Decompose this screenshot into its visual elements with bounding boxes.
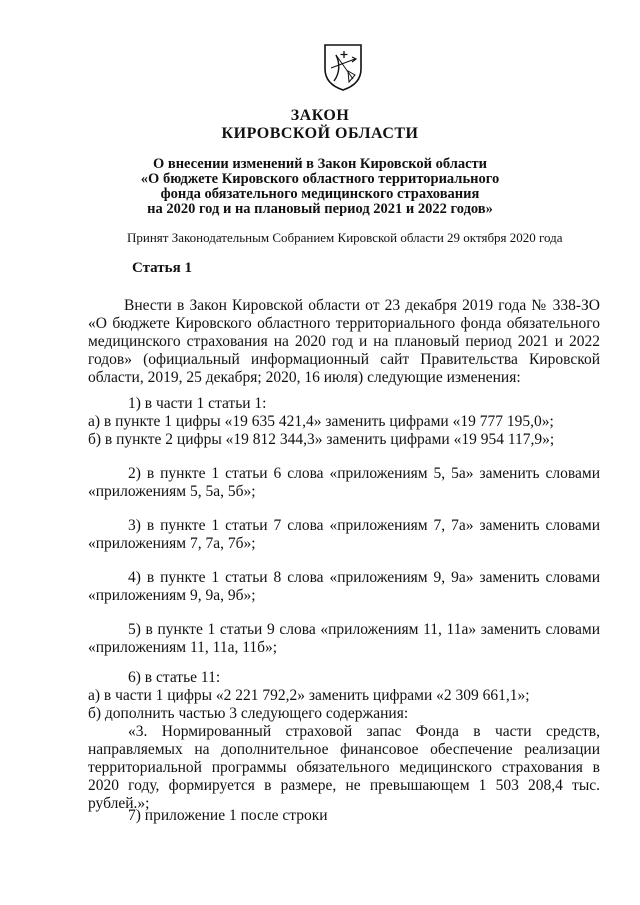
law-title: ЗАКОН [290,107,350,124]
law-subtitle-line: «О бюджете Кировского областного территориального [140,171,500,187]
item-6-a: а) в части 1 цифры «2 221 792,2» заменить цифрами «2 309 661,1»; [88,687,530,704]
item-2: 2) в пункте 1 статьи 6 слова «приложениям 5, 5а» заменить словами «приложениям 5, 5а, 5б»; [88,465,600,500]
article-intro: Внести в Закон Кировской области от 23 декабря 2019 года № 338-ЗО «О бюджете Кировского областного территориального фонда обязательного медицинского страхования на 2020 год и на плановый период 2021 и 2022 годов» (официальный информационный сайт Правительства Кировской области, 2019, 25 декабря; 2020, 16 июля) следующие изменения: [88,297,600,386]
item-1-b: б) в пункте 2 цифры «19 812 344,3» заменить цифрами «19 954 117,9»; [88,431,555,448]
item-7: 7) приложение 1 после строки [128,807,328,824]
law-region: КИРОВСКОЙ ОБЛАСТИ [221,125,419,142]
item-5: 5) в пункте 1 статьи 9 слова «приложениям 11, 11а» заменить словами «приложениям 11, 11а, 11б»; [88,621,600,656]
item-3: 3) в пункте 1 статьи 7 слова «приложениям 7, 7а» заменить словами «приложениям 7, 7а, 7б»; [88,517,600,552]
item-6-heading: 6) в статье 11: [128,669,221,686]
law-subtitle-line: фонда обязательного медицинского страхования [160,186,480,202]
coat-of-arms-icon [322,41,364,91]
item-6-quote: «3. Нормированный страховой запас Фонда в части средств, направляемых на дополнительное финансовое обеспечение реализации территориальной программы обязательного медицинского страхования в 2020 году, формируется в размере, не превышающем 1 503 208,4 тыс. рублей.»; [88,723,600,812]
law-subtitle-line: О внесении изменений в Закон Кировской области [152,156,488,172]
item-1-heading: 1) в части 1 статьи 1: [128,395,267,412]
adoption-note: Принят Законодательным Собранием Кировской области 29 октября 2020 года [127,230,563,245]
law-subtitle-line: на 2020 год и на плановый период 2021 и 2022 годов» [147,201,493,217]
article-heading: Статья 1 [132,260,192,276]
item-4: 4) в пункте 1 статьи 8 слова «приложениям 9, 9а» заменить словами «приложениям 9, 9а, 9б»; [88,569,600,604]
item-1-a: а) в пункте 1 цифры «19 635 421,4» заменить цифрами «19 777 195,0»; [88,413,554,430]
item-6-b: б) дополнить частью 3 следующего содержания: [88,705,409,722]
